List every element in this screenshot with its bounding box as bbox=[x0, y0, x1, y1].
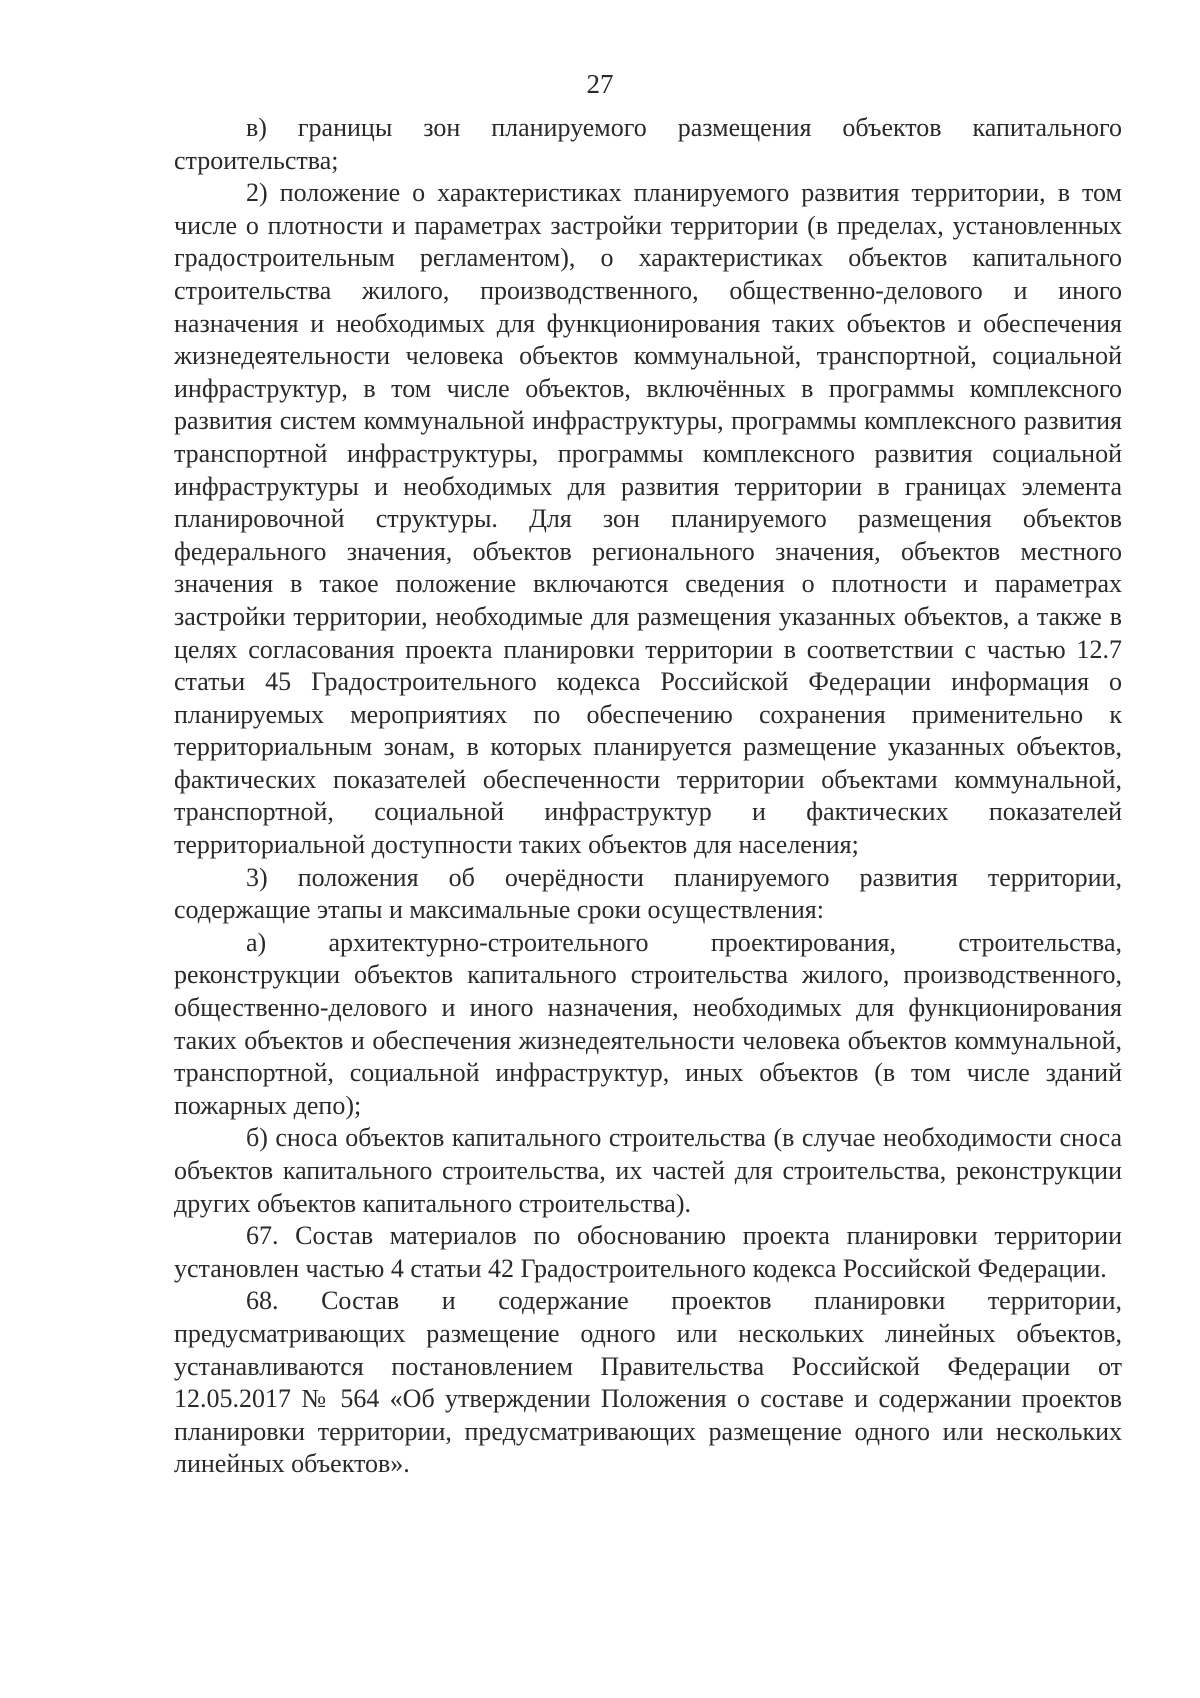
document-body bbox=[174, 112, 1122, 1481]
paragraph-item-a: а) архитектурно-строительного проектирования, строительства, реконструкции объектов капитального строительства жилого, производственного, общественно-делового и иного назначения, необходимых для функционирования таких объектов и обеспечения жизнедеятельности человека объектов коммунальной, транспортной, социальной инфраструктур, иных объектов (в том числе зданий пожарных депо); bbox=[174, 927, 1122, 1120]
paragraph-68: 68. Состав и содержание проектов планировки территории, предусматривающих размещение одного или нескольких линейных объектов, устанавливаются постановлением Правительства Российской Федерации от 12.05.2017 № 564 «Об утверждении Положения о составе и содержании проектов планировки территории, предусматривающих размещение одного или нескольких линейных объектов». bbox=[174, 1286, 1122, 1479]
paragraph-item-2: 2) положение о характеристиках планируемого развития территории, в том числе о плотности и параметрах застройки территории (в пределах, установленных градостроительным регламентом), о характеристиках объектов капитального строительства жилого, производственного, общественно-делового и иного назначения и необходимых для функционирования таких объектов и обеспечения жизнедеятельности человека объектов коммунальной, транспортной, социальной инфраструктур, в том числе объектов, включённых в программы комплексного развития систем коммунальной инфраструктуры, программы комплексного развития транспортной инфраструктуры, программы комплексного развития социальной инфраструктуры и необходимых для развития территории в границах элемента планировочной структуры. Для зон планируемого размещения объектов федерального значения, объектов регионального значения, объектов местного значения в такое положение включаются сведения о плотности и параметрах застройки территории, необходимые для размещения указанных объектов, а также в целях согласования проекта планировки территории в соответствии с частью 12.7 статьи 45 Градостроительного кодекса Российской Федерации информация о планируемых мероприятиях по обеспечению сохранения применительно к территориальным зонам, в которых планируется размещение указанных объектов, фактических показателей обеспеченности территории объектами коммунальной, транспортной, социальной инфраструктур и фактических показателей территориальной доступности таких объектов для населения; bbox=[174, 178, 1122, 860]
paragraph-67: 67. Состав материалов по обоснованию проекта планировки территории установлен частью 4 статьи 42 Градостроительного кодекса Российской Федерации. bbox=[174, 1221, 1122, 1283]
paragraph-item-3: 3) положения об очерёдности планируемого развития территории, содержащие этапы и максимальные сроки осуществления: bbox=[174, 862, 1122, 925]
paragraph-item-v: в) границы зон планируемого размещения объектов капитального строительства; bbox=[174, 113, 1122, 175]
paragraph-item-b: б) сноса объектов капитального строительства (в случае необходимости сноса объектов капитального строительства, их частей для строительства, реконструкции других объектов капитального строительства). bbox=[174, 1123, 1122, 1218]
page-number: 27 bbox=[586, 69, 614, 99]
